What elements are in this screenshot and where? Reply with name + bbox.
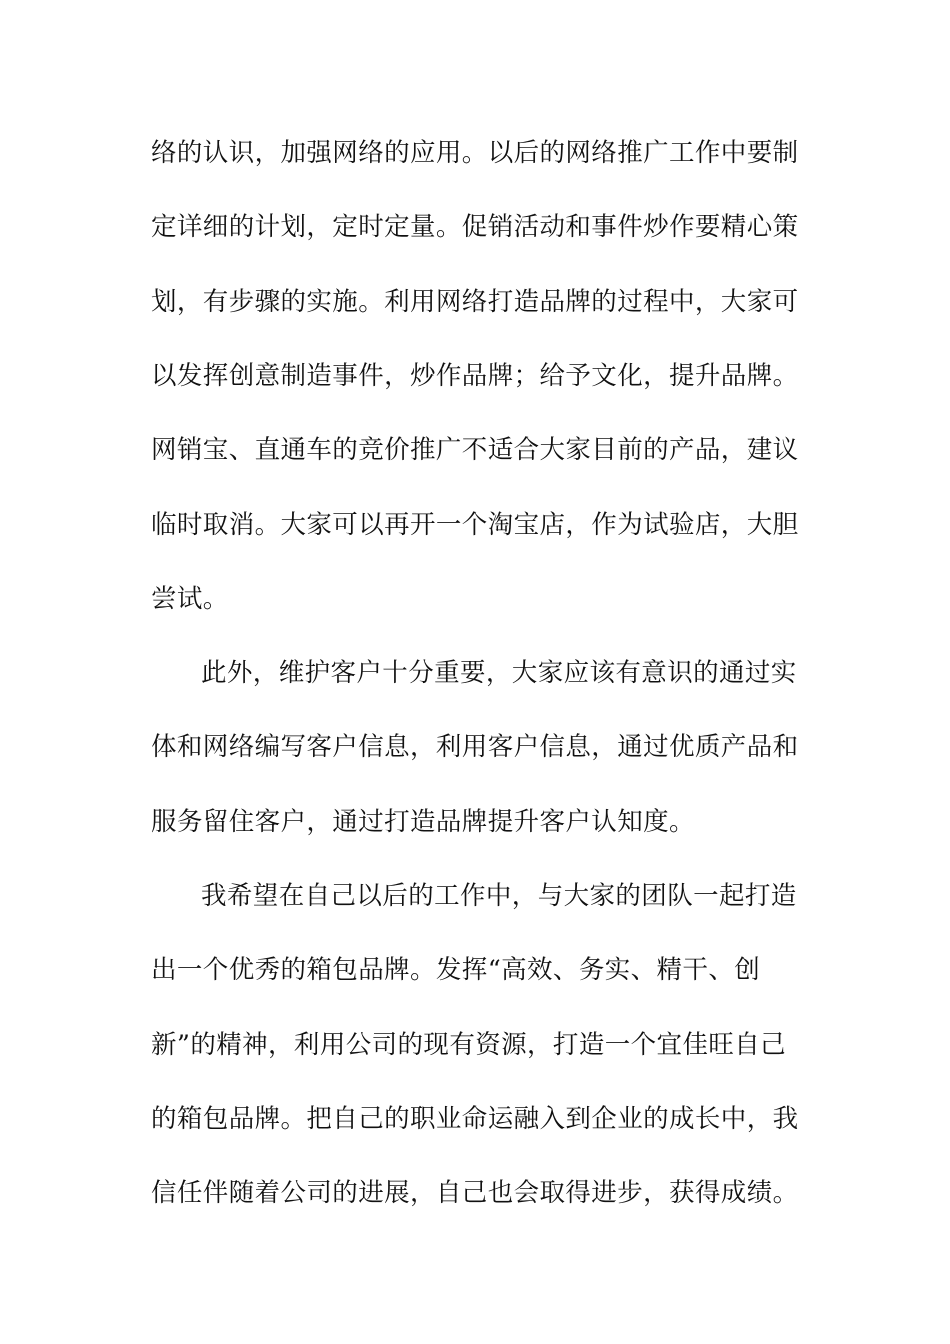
text-line: 尝试。 (151, 584, 229, 614)
paragraph-start-line: 我希望在自己以后的工作中，与大家的团队一起打造 (201, 881, 797, 911)
text-line: 的箱包品牌。把自己的职业命运融入到企业的成长中，我 (151, 1104, 799, 1134)
text-line: 新”的精神，利用公司的现有资源，打造一个宜佳旺自己 (151, 1030, 787, 1060)
text-line: 信任伴随着公司的进展，自己也会取得进步，获得成绩。 (151, 1178, 799, 1208)
text-line: 定详细的计划，定时定量。促销活动和事件炒作要精心策 (151, 212, 799, 242)
text-line: 网销宝、直通车的竞价推广不适合大家目前的产品，建议 (151, 435, 799, 465)
text-line: 络的认识，加强网络的应用。以后的网络推广工作中要制 (151, 138, 799, 168)
text-line: 出一个优秀的箱包品牌。发挥“高效、务实、精干、创 (151, 955, 761, 985)
text-line: 划，有步骤的实施。利用网络打造品牌的过程中，大家可 (151, 287, 799, 317)
text-line: 体和网络编写客户信息，利用客户信息，通过优质产品和 (151, 732, 799, 762)
paragraph-start-line: 此外，维护客户十分重要，大家应该有意识的通过实 (201, 658, 797, 688)
text-line: 临时取消。大家可以再开一个淘宝店，作为试验店，大胆 (151, 510, 799, 540)
text-line: 以发挥创意制造事件，炒作品牌；给予文化，提升品牌。 (151, 361, 799, 391)
text-line: 服务留住客户，通过打造品牌提升客户认知度。 (151, 807, 695, 837)
